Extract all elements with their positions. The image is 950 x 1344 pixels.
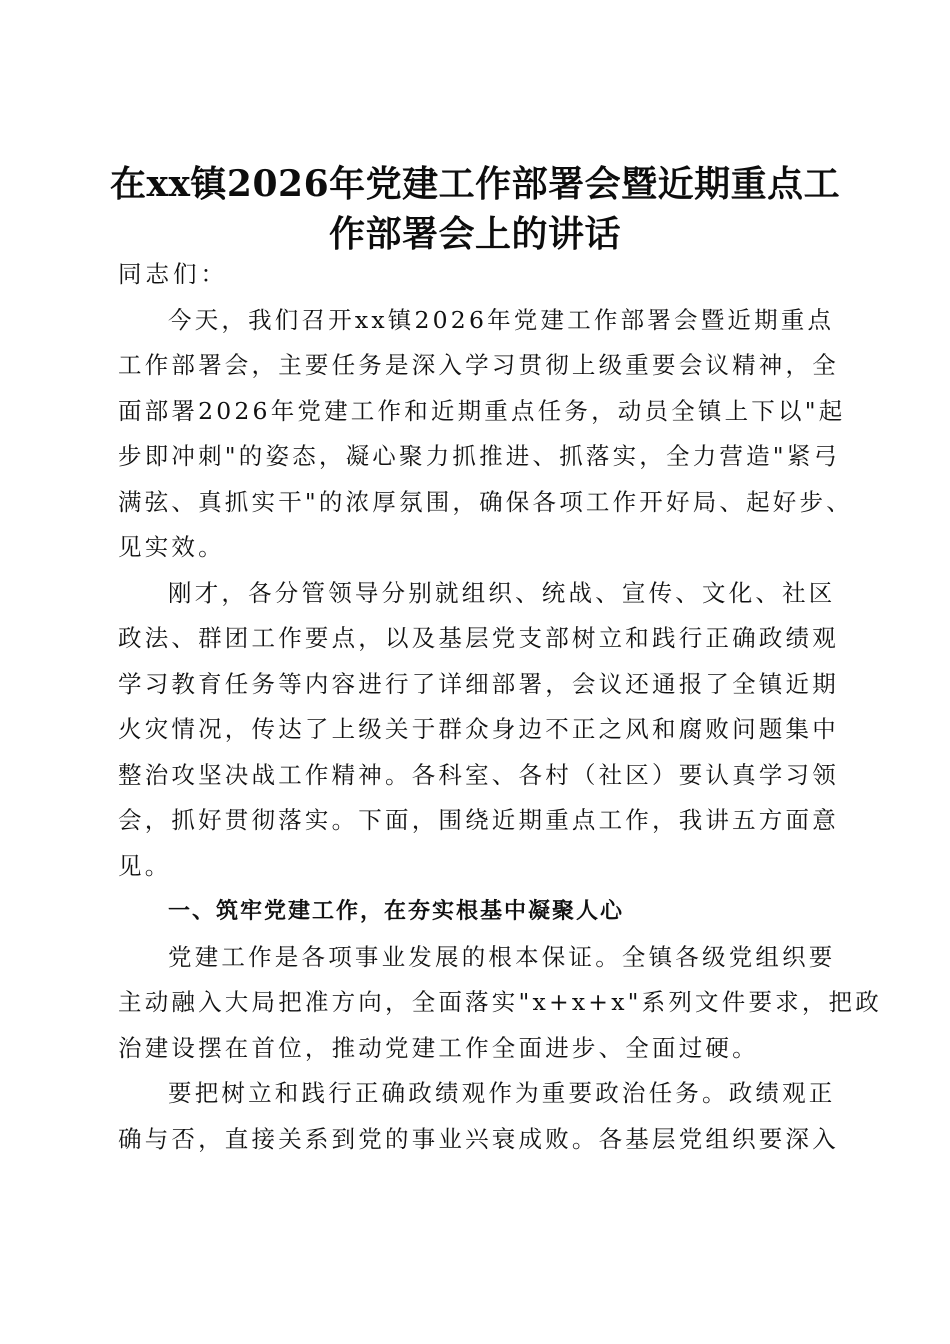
section-heading bbox=[118, 889, 830, 935]
paragraph-line: 今天，我们召开xx镇2026年党建工作部署会暨近期重点 bbox=[168, 305, 835, 334]
paragraph-line: 火灾情况，传达了上级关于群众身边不正之风和腐败问题集中 bbox=[118, 715, 839, 743]
document-body bbox=[118, 252, 882, 1162]
paragraph-line: 治建设摆在首位，推动党建工作全面进步、全面过硬。 bbox=[118, 1033, 759, 1062]
paragraph-line: 见实效。 bbox=[118, 533, 225, 561]
paragraph-line: 满弦、真抓实干"的浓厚氛围，确保各项工作开好局、起好步、 bbox=[118, 487, 853, 516]
paragraph-line: 工作部署会，主要任务是深入学习贯彻上级重要会议精神，全 bbox=[118, 351, 839, 379]
paragraph-intro bbox=[118, 298, 853, 571]
paragraph-line: 整治攻坚决战工作精神。各科室、各村（社区）要认真学习领 bbox=[118, 760, 839, 789]
paragraph-line: 政法、群团工作要点，以及基层党支部树立和践行正确政绩观 bbox=[118, 624, 839, 652]
salutation bbox=[118, 252, 830, 298]
paragraph-summary bbox=[118, 571, 839, 890]
paragraph-line: 步即冲刺"的姿态，凝心聚力抓推进、抓落实，全力营造"紧弓 bbox=[118, 442, 841, 470]
paragraph-line: 学习教育任务等内容进行了详细部署，会议还通报了全镇近期 bbox=[118, 669, 839, 698]
paragraph-party-building bbox=[118, 935, 882, 1072]
salutation-text: 同志们： bbox=[118, 260, 228, 288]
paragraph-line: 主动融入大局把准方向，全面落实"x+x+x"系列文件要求，把政 bbox=[118, 988, 882, 1016]
paragraph-line: 党建工作是各项事业发展的根本保证。全镇各级党组织要 bbox=[168, 942, 836, 971]
paragraph-performance-view bbox=[118, 1071, 839, 1162]
title-line: 在xx镇2026年党建工作部署会暨近期重点工 bbox=[110, 163, 841, 206]
paragraph-line: 见。 bbox=[118, 851, 172, 880]
title-line: 作部署会上的讲话 bbox=[328, 213, 621, 256]
paragraph-line: 确与否，直接关系到党的事业兴衰成败。各基层党组织要深入 bbox=[118, 1124, 839, 1153]
paragraph-line: 会，抓好贯彻落实。下面，围绕近期重点工作，我讲五方面意 bbox=[118, 806, 839, 834]
paragraph-line: 要把树立和践行正确政绩观作为重要政治任务。政绩观正 bbox=[168, 1079, 836, 1107]
paragraph-line: 面部署2026年党建工作和近期重点任务，动员全镇上下以"起 bbox=[118, 396, 846, 425]
paragraph-line: 刚才，各分管领导分别就组织、统战、宣传、文化、社区 bbox=[168, 578, 836, 607]
document-title bbox=[110, 159, 840, 259]
section-heading-text: 一、筑牢党建工作，在夯实根基中凝聚人心 bbox=[168, 899, 625, 924]
